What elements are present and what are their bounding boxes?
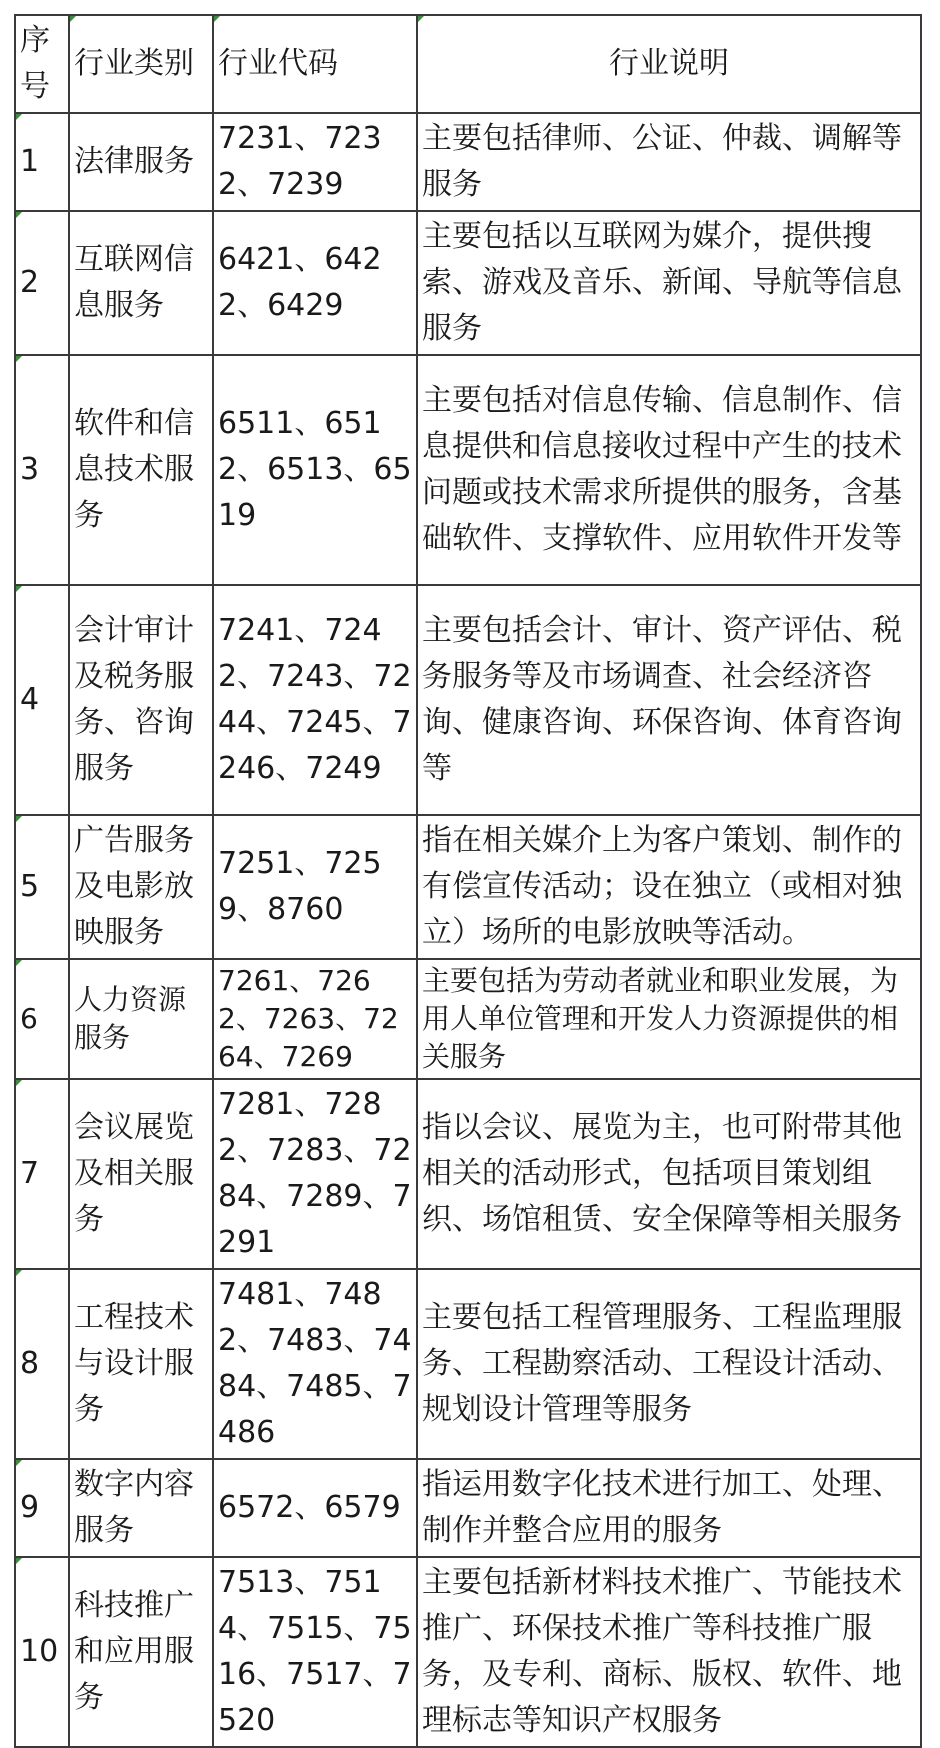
row-no: 4 [15,585,69,815]
row-code: 6511、6512、6513、6519 [213,355,417,585]
header-category: 行业类别 [69,15,213,113]
row-no: 10 [15,1557,69,1747]
header-row [15,15,921,113]
row-category: 数字内容服务 [69,1459,213,1557]
row-category: 广告服务及电影放映服务 [69,815,213,959]
table-row [15,1269,921,1459]
header-description: 行业说明 [417,15,921,113]
row-no: 2 [15,211,69,355]
row-no: 8 [15,1269,69,1459]
row-description: 主要包括会计、审计、资产评估、税务服务等及市场调查、社会经济咨询、健康咨询、环保咨询、体育咨询等 [417,585,921,815]
row-description: 主要包括新材料技术推广、节能技术推广、环保技术推广等科技推广服务，及专利、商标、版权、软件、地理标志等知识产权服务 [417,1557,921,1747]
row-code: 7481、7482、7483、7484、7485、7486 [213,1269,417,1459]
table-row [15,585,921,815]
table-row [15,211,921,355]
row-category: 工程技术与设计服务 [69,1269,213,1459]
header-no: 序号 [15,15,69,113]
row-code: 7241、7242、7243、7244、7245、7246、7249 [213,585,417,815]
row-category: 软件和信息技术服务 [69,355,213,585]
row-category: 会议展览及相关服务 [69,1079,213,1269]
row-description: 指以会议、展览为主，也可附带其他相关的活动形式，包括项目策划组织、场馆租赁、安全保障等相关服务 [417,1079,921,1269]
row-no: 6 [15,959,69,1079]
industry-table [14,14,922,1748]
row-description: 主要包括律师、公证、仲裁、调解等服务 [417,113,921,211]
row-description: 主要包括对信息传输、信息制作、信息提供和信息接收过程中产生的技术问题或技术需求所提供的服务，含基础软件、支撑软件、应用软件开发等 [417,355,921,585]
row-description: 指在相关媒介上为客户策划、制作的有偿宣传活动；设在独立（或相对独立）场所的电影放映等活动。 [417,815,921,959]
row-description: 指运用数字化技术进行加工、处理、制作并整合应用的服务 [417,1459,921,1557]
row-code: 6572、6579 [213,1459,417,1557]
table-row [15,959,921,1079]
table-row [15,355,921,585]
row-no: 1 [15,113,69,211]
row-description: 主要包括为劳动者就业和职业发展，为用人单位管理和开发人力资源提供的相关服务 [417,959,921,1079]
row-no: 3 [15,355,69,585]
row-category: 人力资源服务 [69,959,213,1079]
row-category: 法律服务 [69,113,213,211]
table-row [15,1079,921,1269]
row-no: 9 [15,1459,69,1557]
row-category: 科技推广和应用服务 [69,1557,213,1747]
row-code: 7281、7282、7283、7284、7289、7291 [213,1079,417,1269]
table-row [15,1459,921,1557]
row-category: 互联网信息服务 [69,211,213,355]
row-code: 7251、7259、8760 [213,815,417,959]
header-code: 行业代码 [213,15,417,113]
table-row [15,815,921,959]
row-description: 主要包括以互联网为媒介，提供搜索、游戏及音乐、新闻、导航等信息服务 [417,211,921,355]
row-code: 7261、7262、7263、7264、7269 [213,959,417,1079]
row-description: 主要包括工程管理服务、工程监理服务、工程勘察活动、工程设计活动、规划设计管理等服务 [417,1269,921,1459]
row-code: 7231、7232、7239 [213,113,417,211]
row-code: 6421、6422、6429 [213,211,417,355]
table-row [15,1557,921,1747]
table-row [15,113,921,211]
row-code: 7513、7514、7515、7516、7517、7520 [213,1557,417,1747]
row-category: 会计审计及税务服务、咨询服务 [69,585,213,815]
row-no: 5 [15,815,69,959]
row-no: 7 [15,1079,69,1269]
